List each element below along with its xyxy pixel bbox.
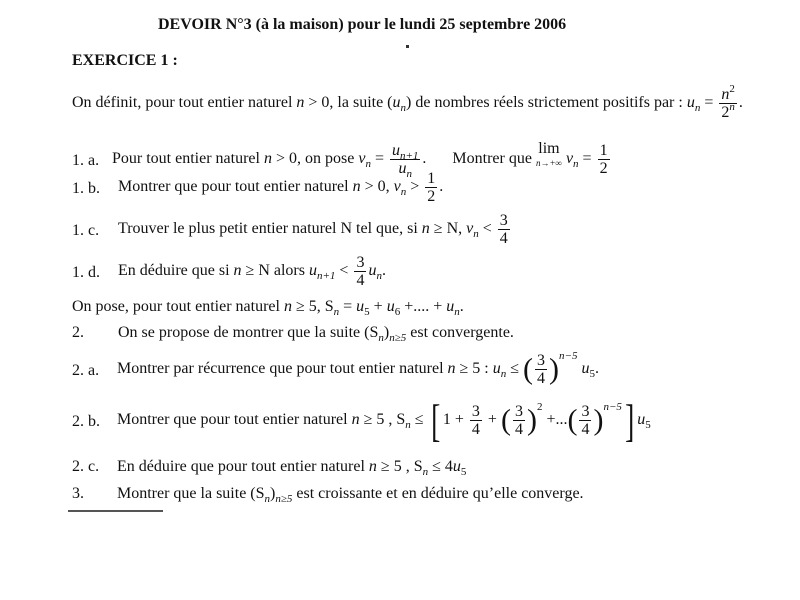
scan-speck — [406, 45, 409, 48]
text: ≥ 5, S — [291, 298, 334, 315]
text: 1 + — [442, 411, 468, 429]
text: < — [478, 220, 496, 238]
math-sub: n+1 — [316, 270, 336, 283]
math-var: u — [581, 360, 590, 378]
math-var: n — [421, 220, 430, 238]
question-1b — [118, 170, 443, 205]
exp: 2 — [536, 401, 543, 414]
fraction — [354, 254, 366, 289]
paren: ) — [549, 352, 560, 386]
math-var: u — [452, 458, 461, 475]
math-var: u — [308, 262, 317, 280]
exp: 2 — [729, 83, 735, 95]
text: = — [578, 150, 596, 168]
text: On définit, pour tout entier naturel — [72, 94, 297, 112]
math-sub: 5 — [589, 368, 595, 381]
math-sub: n — [454, 306, 460, 318]
text: ) — [270, 485, 276, 502]
text: est croissante et en déduire qu’elle converge. — [292, 485, 584, 502]
den: 4 — [537, 370, 546, 387]
math-sub: n — [422, 466, 429, 478]
exp: n−5 — [559, 350, 578, 363]
text: est convergente. — [406, 324, 514, 341]
math-var: n — [233, 262, 242, 280]
fraction — [598, 142, 610, 177]
text: On se propose de montrer que la suite (S — [118, 324, 379, 341]
math-var: v — [565, 150, 574, 168]
text: +... — [542, 411, 568, 429]
math-var: u — [356, 298, 365, 315]
num: u — [391, 142, 400, 159]
den: 4 — [471, 421, 480, 438]
math-var: v — [393, 178, 401, 196]
math-var: n — [352, 178, 361, 196]
paren: ) — [526, 403, 537, 437]
text: ≤ 4 — [428, 458, 453, 475]
paren: ( — [567, 403, 578, 437]
text: ) de nombres réels strictement positifs par : — [406, 94, 687, 112]
math-var: n — [351, 411, 360, 429]
question-2a — [117, 352, 599, 387]
text: ≤ — [410, 411, 428, 429]
text: Montrer que pour tout entier naturel — [117, 411, 352, 429]
num: 3 — [514, 403, 523, 420]
question-label-1b: 1. b. — [72, 180, 100, 197]
num: 1 — [427, 170, 436, 187]
text: = — [339, 298, 357, 315]
page-title: DEVOIR N°3 (à la maison) pour le lundi 25 septembre 2006 — [158, 16, 567, 33]
num: 3 — [499, 212, 508, 229]
math-sub: n — [405, 419, 411, 432]
text: ) — [383, 324, 390, 341]
text: . — [439, 178, 444, 196]
math-var: u — [368, 262, 377, 280]
den: u — [398, 160, 407, 177]
math-sub: n — [473, 228, 479, 241]
math-var: n — [296, 94, 305, 112]
den: 4 — [514, 421, 523, 438]
fraction — [513, 403, 525, 438]
math-var: u — [386, 298, 395, 315]
math-sub: n — [333, 306, 340, 318]
text: En déduire que si — [118, 262, 234, 280]
paren: ( — [500, 403, 511, 437]
text: ≥ N, — [429, 220, 467, 238]
question-label-3: 3. — [72, 485, 84, 502]
num: 3 — [356, 254, 365, 271]
math-sub: n≥5 — [275, 493, 293, 505]
math-var: n — [368, 458, 377, 475]
text: ≤ — [506, 360, 524, 378]
sub: n+1 — [399, 150, 419, 162]
text: Montrer par récurrence que pour tout entier naturel — [117, 360, 448, 378]
math-var: u — [492, 360, 501, 378]
text: Pour tout entier naturel — [112, 150, 264, 168]
den: 2 — [599, 160, 608, 177]
lim: lim — [538, 140, 560, 157]
text: ≥ N alors — [241, 262, 309, 280]
math-var: u — [637, 411, 646, 429]
text: . — [459, 298, 464, 315]
math-var: v — [466, 220, 474, 238]
den: 2 — [427, 188, 436, 205]
text: Trouver le plus petit entier naturel N tel que, si — [118, 220, 422, 238]
math-sub: n≥5 — [389, 332, 407, 344]
math-var: n — [283, 298, 292, 315]
question-label-2a: 2. a. — [72, 362, 100, 379]
num: 1 — [599, 142, 608, 159]
text: > — [406, 178, 424, 196]
math-var: u — [392, 94, 401, 112]
question-label-2c: 2. c. — [72, 458, 100, 475]
text: . — [594, 360, 599, 378]
limit — [536, 142, 562, 170]
question-label-1d: 1. d. — [72, 264, 100, 281]
math-sub: n — [500, 368, 507, 381]
den: 2 — [721, 104, 730, 121]
text: < — [335, 262, 353, 280]
question-label-2b: 2. b. — [72, 413, 100, 430]
text: = — [370, 150, 388, 168]
den: 4 — [581, 421, 590, 438]
intro-paragraph — [72, 83, 743, 121]
paren: ) — [593, 403, 604, 437]
question-2b: Montrer que pour tout entier naturel n ≥ 5 , $S_n$ ≤ [ 1 + $\frac{3}{4}$ + ( $\frac{3}{4}$ )$^2$ +...( $\frac{3}{4}$ )$^{n-5}$] $u_5$ — [117, 394, 651, 446]
text: ≥ 5 : — [455, 360, 493, 378]
math-sub: n — [400, 186, 407, 199]
text: + — [483, 411, 501, 429]
math-sub: n — [376, 270, 382, 283]
text: Montrer que la suite (S — [117, 485, 265, 502]
math-sub: n — [400, 102, 407, 115]
den: 4 — [499, 230, 508, 247]
cut-off-heading-fragment — [68, 510, 163, 512]
math-sub: n — [573, 158, 579, 171]
text: ≥ 5 , S — [359, 411, 406, 429]
exp: n — [729, 101, 735, 113]
math-var: u — [446, 298, 455, 315]
fraction — [535, 352, 547, 387]
math-var: n — [447, 360, 456, 378]
paren: ( — [523, 352, 534, 386]
num: 3 — [581, 403, 590, 420]
fraction — [425, 170, 437, 205]
exp: n−5 — [603, 401, 622, 414]
question-2 — [118, 324, 514, 342]
question-label-2: 2. — [72, 324, 84, 341]
question-label-1a: 1. a. — [72, 152, 100, 169]
math-sub: n — [694, 102, 701, 115]
text: On pose, pour tout entier naturel — [72, 298, 284, 315]
text: +.... + — [400, 298, 447, 315]
exercise-heading: EXERCICE 1 : — [72, 52, 178, 69]
question-2c — [117, 458, 466, 476]
text: Montrer que — [452, 150, 536, 168]
fraction — [470, 403, 482, 438]
text: En déduire que pour tout entier naturel — [117, 458, 369, 475]
question-3 — [117, 485, 584, 503]
math-sub: 5 — [364, 306, 370, 318]
text: = — [700, 94, 718, 112]
num: 3 — [471, 403, 480, 420]
math-sub: n — [378, 332, 384, 344]
sub: n — [406, 168, 412, 180]
text: . — [381, 262, 386, 280]
math-var: v — [358, 150, 366, 168]
math-var: n — [263, 150, 272, 168]
fraction — [579, 403, 591, 438]
text: > 0, on pose — [271, 150, 359, 168]
num: n — [721, 86, 730, 103]
text: ≥ 5 , S — [376, 458, 423, 475]
math-sub: 5 — [645, 419, 651, 432]
text: > 0, — [360, 178, 394, 196]
fraction — [719, 83, 737, 121]
text: . — [738, 94, 743, 112]
question-1c — [118, 212, 512, 247]
lim-sub: n→+∞ — [535, 158, 562, 168]
fraction — [498, 212, 510, 247]
text: > 0, la suite ( — [304, 94, 393, 112]
text: Montrer que pour tout entier naturel — [118, 178, 353, 196]
num: 3 — [537, 352, 546, 369]
math-sub: 6 — [394, 306, 401, 318]
text: + — [369, 298, 387, 315]
question-1d — [118, 254, 386, 289]
text: . — [422, 150, 427, 168]
math-sub: 5 — [460, 466, 467, 478]
question-label-1c: 1. c. — [72, 222, 100, 239]
definition-sn — [72, 298, 464, 316]
math-sub: n — [264, 493, 271, 505]
den: 4 — [356, 272, 365, 289]
math-sub: n — [365, 158, 371, 171]
math-var: u — [686, 94, 695, 112]
